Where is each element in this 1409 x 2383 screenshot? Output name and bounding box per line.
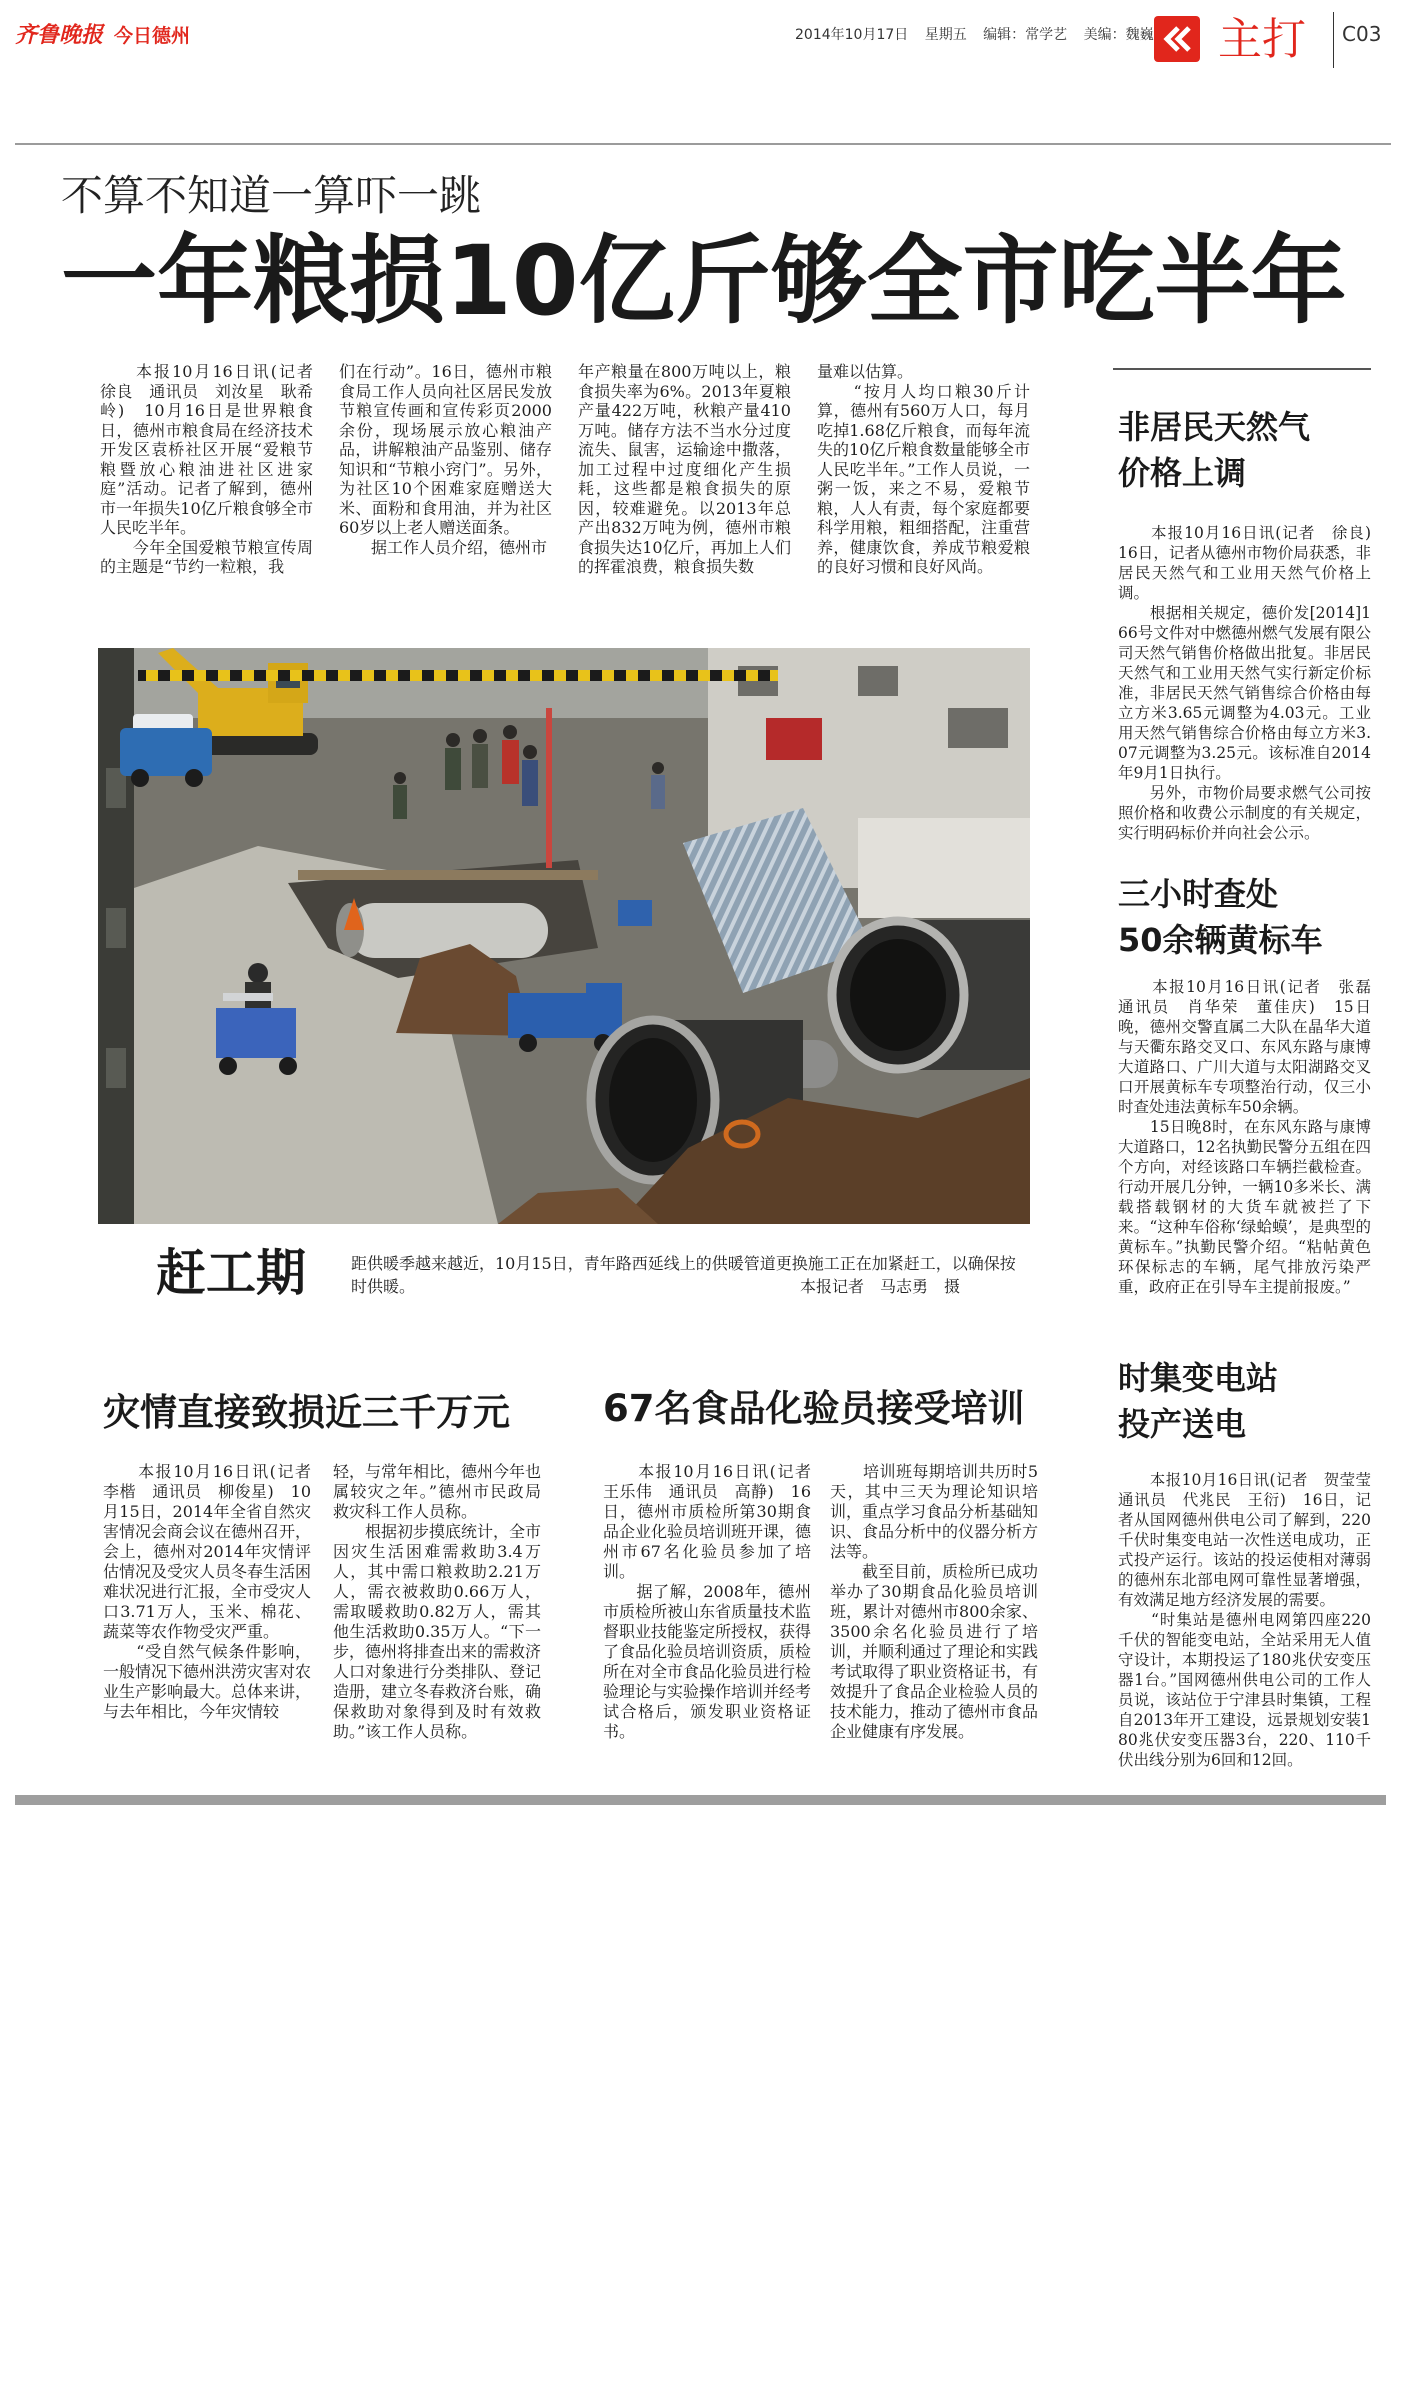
worker-body (393, 785, 407, 819)
issue-weekday: 星期五 (924, 27, 967, 43)
double-chevron-left-icon (1154, 16, 1200, 62)
taxi-wheel (131, 769, 149, 787)
sidebar-headline (1118, 871, 1378, 963)
issue-date: 2014年10月17日 (795, 27, 909, 43)
blue-machine (618, 900, 652, 926)
truck-cargo (508, 993, 588, 1038)
tricycle-wheel (279, 1057, 297, 1075)
story-column: 本报10月16日讯(记者 王乐伟 通讯员 高静) 16日，德州市质检所第30期食品企业化验员培训班开课，德州市67名化验员参加了培训。 据了解，2008年，德州市质检所被山东省质量技术监督职业技能鉴定所授权，获得了食品化验员培训资质，质检所在对全市食品化验员进行检验理论与实验操作培训并经考试合格后，颁发职业资格证书。 (603, 1462, 812, 1741)
worker-head (503, 725, 517, 739)
photo-title: 赶工期 (156, 1244, 306, 1302)
headline-line: 50余辆黄标车 (1118, 921, 1323, 959)
photo-caption (351, 1252, 1030, 1298)
footer-bar (15, 1795, 1386, 1805)
hazard-barrier (138, 670, 778, 681)
headline-line: 时集变电站 (1118, 1359, 1279, 1397)
worker-head (394, 772, 406, 784)
tricycle-wheel (219, 1057, 237, 1075)
worker-body (522, 760, 538, 806)
worker-body (472, 744, 488, 788)
page-number: C03 (1342, 22, 1382, 46)
header-divider (1333, 12, 1334, 68)
building-window (106, 1048, 126, 1088)
sidebar-story-body: 本报10月16日讯(记者 徐良) 16日，记者从德州市物价局获悉，非居民天然气和工业用天然气价格上调。 根据相关规定，德价发[2014]166号文件对中燃德州燃气发展有限公司天然气销售价格做出批复。非居民天然气和工业用天然气实行新定价标准，非居民天然气销售综合价格由每立方米3.65元调整为4.03元。工业用天然气销售综合价格由每立方米3.07元调整为3.25元。该标准自2014年9月1日执行。 另外，市物价局要求燃气公司按照价格和收费公示制度的有关规定，实行明码标价并向社会公示。 (1118, 524, 1371, 842)
headline-line: 价格上调 (1118, 454, 1247, 492)
photo-credit: 本报记者 马志勇 摄 (799, 1277, 960, 1296)
large-pipe-right (832, 920, 1030, 1070)
sidebar-headline (1118, 1355, 1378, 1447)
lead-column-1: 本报10月16日讯(记者 徐良 通讯员 刘汝星 耿希岭) 10月16日是世界粮食日，德州市粮食局在经济技术开发区袁桥社区开展“爱粮节粮暨放心粮油进社区进家庭”活动。记者了解到，德州市一年损失10亿斤粮食够全市人民吃半年。 今年全国爱粮节粮宣传周的主题是“节约一粒粮，我 (100, 362, 313, 576)
headline-line: 非居民天然气 (1118, 408, 1311, 446)
story-column: 培训班每期培训共历时5天，其中三天为理论知识培训，重点学习食品分析基础知识、食品分析中的仪器分析方法等。 截至目前，质检所已成功举办了30期食品化验员培训班，累计对德州市800余家、3500余名化验员进行了培训，并顺利通过了理论和实践考试取得了职业资格证书，有效提升了食品企业检验人员的技术能力，推动了德州市食品企业健康有序发展。 (830, 1462, 1039, 1741)
worker-head (473, 729, 487, 743)
headline-line: 投产送电 (1118, 1405, 1247, 1443)
tricycle-box (216, 1008, 296, 1058)
lead-headline: 一年粮损10亿斤够全市吃半年 (61, 226, 1347, 336)
sidebar-headline (1118, 404, 1378, 496)
building-window (948, 708, 1008, 748)
newspaper-logo[interactable]: 齐鲁晚报 (15, 22, 104, 48)
worker-body (651, 775, 665, 809)
pipe-opening (609, 1038, 697, 1162)
story-column: 本报10月16日讯(记者 李楷 通讯员 柳俊星) 10月15日，2014年全省自然灾害情况会商会议在德州召开，会上，德州对2014年灾情评估情况及受灾人员冬春生活困难状况进行汇报，全市受灾人口3.71万人，玉米、棉花、蔬菜等农作物受灾严重。 “受自然气候条件影响，一般情况下德州洪涝灾害对农业生产影响最大。总体来讲，与去年相比，今年灾情较 (103, 1462, 312, 1721)
edition-name: 今日德州 (114, 25, 191, 47)
taxi-wheel (185, 769, 203, 787)
taxi-body (120, 728, 212, 776)
building-window (858, 666, 898, 696)
worker-head (446, 733, 460, 747)
rider-head (248, 963, 268, 983)
lead-column-3: 年产粮量在800万吨以上，粮食损失率为6%。2013年夏粮产量422万吨，秋粮产量410万吨。储存方法不当水分过度流失、鼠害，运输途中撒落，加工过程中过度细化产生损耗，这些都是粮食损失的原因，较难避免。以2013年总产出832万吨为例，德州市粮食损失达10亿斤，再加上人们的挥霍浪费，粮食损失数 (578, 362, 791, 576)
sidebar-story-body: 本报10月16日讯(记者 张磊 通讯员 肖华荣 董佳庆) 15日晚，德州交警直属二大队在晶华大道与天衢东路交叉口、东风东路与康博大道路口、广川大道与太阳湖路交叉口开展黄标车专项整治行动，仅三小时查处违法黄标车50余辆。 15日晚8时，在东风东路与康博大道路口，12名执勤民警分五组在四个方向，对经该路口车辆拦截检查。行动开展几分钟，一辆10多米长、满载搭载钢材的大货车就被拦了下来。“这种车俗称‘绿蛤蟆’，是典型的黄标车。”执勤民警介绍。“粘帖黄色环保标志的车辆，尾气排放污染严重，政府正在引导车主提前报废。” (1118, 978, 1371, 1296)
designer-credit: 美编：魏巍 (1083, 27, 1154, 43)
trench-pipe (336, 903, 548, 958)
lead-column-4: 量难以估算。 “按月人均口粮30斤计算，德州有560万人口，每月吃掉1.68亿斤粮食，而每年流失的10亿斤粮食数量能够全市人民吃半年。”工作人员说，一粥一饭，来之不易，爱粮节粮，人人有责，每个家庭都要科学用粮，粗细搭配，注重营养，健康饮食，养成节粮爱粮的良好习惯和良好风尚。 (817, 362, 1030, 576)
pipe-body (348, 903, 548, 958)
dateline (795, 24, 1166, 44)
worker-body (445, 748, 461, 790)
red-banner (766, 718, 822, 760)
section-label: 主打 (1218, 14, 1306, 65)
truck-wheel (519, 1034, 537, 1052)
plank (298, 870, 598, 880)
sidebar-story-body: 本报10月16日讯(记者 贺莹莹 通讯员 代兆民 王衍) 16日，记者从国网德州供电公司了解到，220千伏时集变电站一次性送电成功，正式投产运行。该站的投运使相对薄弱的德州东北部电网可靠性显著增强，有效满足地方经济发展的需要。 “时集站是德州电网第四座220千伏的智能变电站，全站采用无人值守设计，本期投运了180兆伏安变压器1台。”国网德州供电公司的工作人员说，该站位于宁津县时集镇，工程自2013年开工建设，远景规划安装180兆伏安变压器3台，220、110千伏出线分别为6回和12回。 (1118, 1471, 1371, 1769)
worker-head (523, 745, 537, 759)
worker-body (502, 740, 519, 784)
caption-text: 距供暖季越来越近，10月15日，青年路西延线上的供暖管道更换施工正在加紧赶工，以确保按时供暖。 (351, 1254, 1016, 1296)
editor-credit: 编辑：常学艺 (983, 27, 1068, 43)
story-headline: 灾情直接致损近三千万元 (103, 1391, 510, 1434)
construction-photo[interactable] (98, 648, 1030, 1224)
headline-line: 三小时查处 (1118, 875, 1279, 913)
building-window (106, 908, 126, 948)
tricycle-canopy (223, 993, 273, 1001)
white-wall (858, 818, 1030, 918)
header-rule (15, 143, 1391, 145)
story-column: 轻，与常年相比，德州今年也属较灾之年。”德州市民政局救灾科工作人员称。 根据初步摸底统计，全市因灾生活困难需救助3.4万人，其中需口粮救助2.21万人，需衣被救助0.66万人，需取暖救助0.82万人，需其他生活救助0.35万人。“下一步，德州将排查出来的需救济人口对象进行分类排队、登记造册，建立冬春救济台账，确保救助对象得到及时有效救助。”该工作人员称。 (333, 1462, 542, 1741)
pipe-opening (850, 939, 946, 1051)
worker-head (652, 762, 664, 774)
warning-pole (546, 708, 552, 868)
sidebar-rule (1113, 368, 1371, 370)
lead-kicker: 不算不知道一算吓一跳 (61, 171, 482, 220)
lead-column-2: 们在行动”。16日，德州市粮食局工作人员向社区居民发放节粮宣传画和宣传彩页2000余份，现场展示放心粮油产品，讲解粮油产品鉴别、储存知识和“节粮小窍门”。另外，为社区10个困难家庭赠送大米、面粉和食用油，并为社区60岁以上老人赠送面条。 据工作人员介绍，德州市 (339, 362, 552, 557)
story-headline: 67名食品化验员接受培训 (603, 1387, 1025, 1430)
